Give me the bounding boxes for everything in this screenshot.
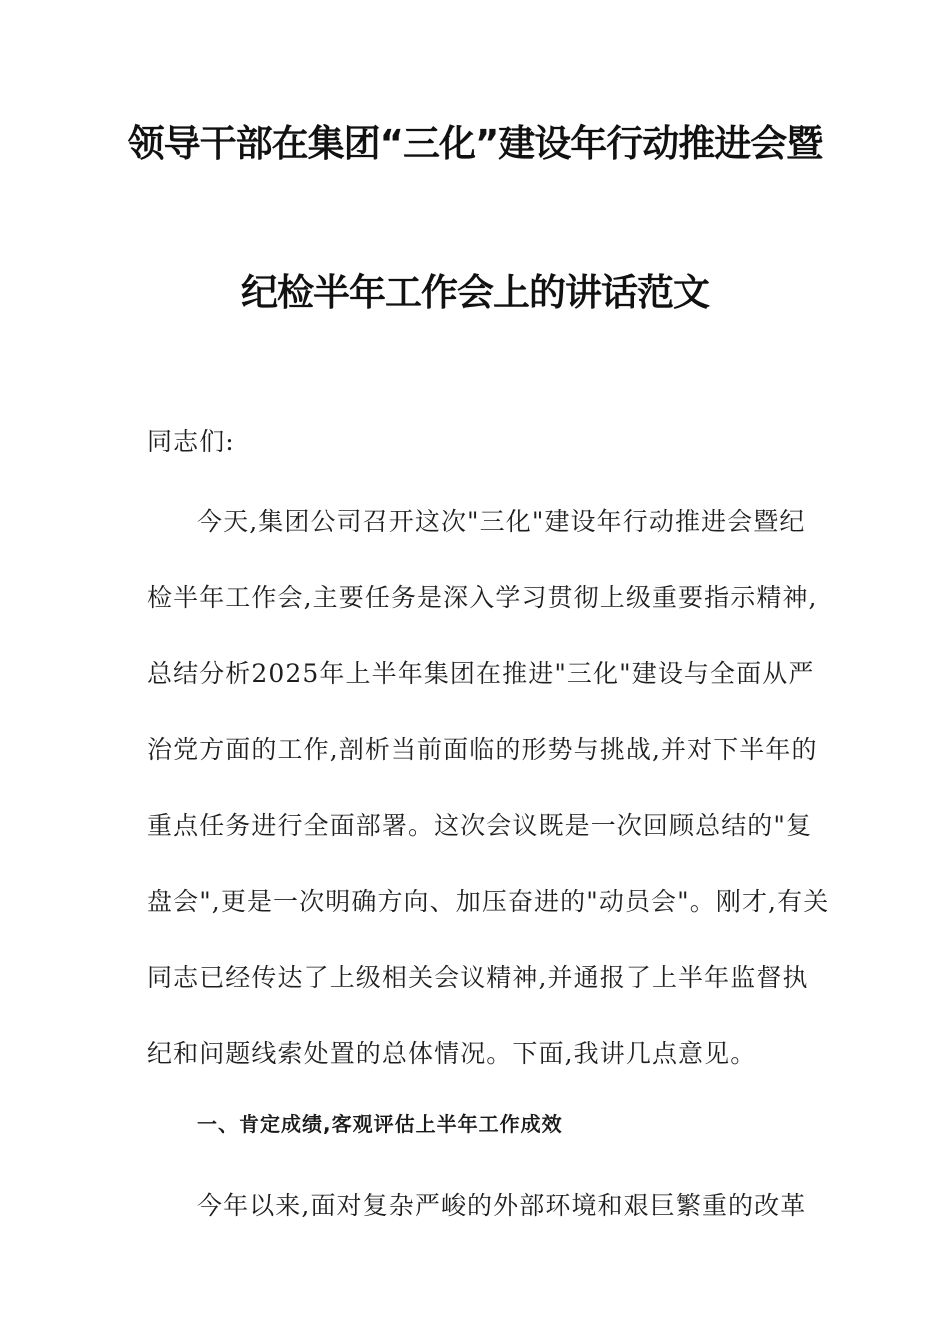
salutation: 同志们: <box>147 427 235 456</box>
paragraph-line: 盘会",更是一次明确方向、加压奋进的"动员会"。刚才,有关 <box>147 887 830 916</box>
document-title-line-2: 纪检半年工作会上的讲话范文 <box>241 271 709 314</box>
paragraph-line: 检半年工作会,主要任务是深入学习贯彻上级重要指示精神, <box>147 583 818 612</box>
paragraph-line: 今天,集团公司召开这次"三化"建设年行动推进会暨纪 <box>197 507 806 536</box>
paragraph-line: 重点任务进行全面部署。这次会议既是一次回顾总结的"复 <box>147 811 813 840</box>
paragraph-line: 同志已经传达了上级相关会议精神,并通报了上半年监督执 <box>147 963 809 992</box>
paragraph-line: 治党方面的工作,剖析当前面临的形势与挑战,并对下半年的 <box>147 735 818 764</box>
paragraph-line: 总结分析2025年上半年集团在推进"三化"建设与全面从严 <box>147 659 815 688</box>
paragraph-line: 今年以来,面对复杂严峻的外部环境和艰巨繁重的改革 <box>197 1191 807 1220</box>
paragraph-line: 纪和问题线索处置的总体情况。下面,我讲几点意见。 <box>147 1039 757 1068</box>
section-heading: 一、肯定成绩,客观评估上半年工作成效 <box>197 1112 563 1136</box>
document-title-line-1: 领导干部在集团“三化”建设年行动推进会暨 <box>127 122 823 165</box>
